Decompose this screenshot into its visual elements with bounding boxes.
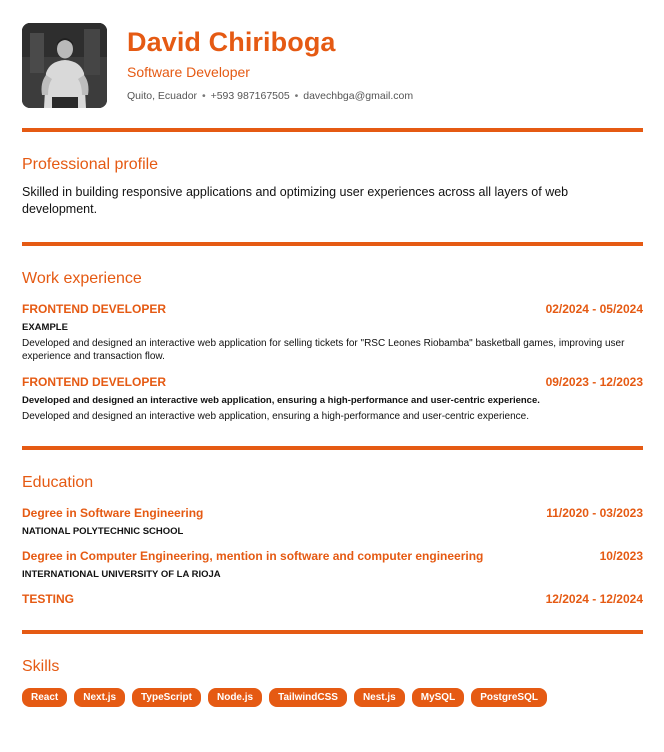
work-item xyxy=(22,375,643,423)
education-item xyxy=(22,549,643,580)
degree-title: TESTING xyxy=(22,592,75,606)
degree-title: Degree in Computer Engineering, mention in software and computer engineering xyxy=(22,549,484,563)
work-section xyxy=(22,246,643,446)
degree-date: 11/2020 - 03/2023 xyxy=(546,506,643,520)
company: EXAMPLE xyxy=(22,322,68,333)
person-photo-icon xyxy=(22,23,107,108)
skill-chip: React xyxy=(22,688,67,707)
education-section xyxy=(22,450,643,630)
resume-page xyxy=(22,0,643,707)
skill-chip: Nest.js xyxy=(354,688,405,707)
job-description: Developed and designed an interactive web application for selling tickets for "RSC Leones Riobamba" basketball games, improving user experience and transaction flow. xyxy=(22,338,625,362)
phone: +593 987167505 xyxy=(210,90,290,102)
avatar xyxy=(22,23,107,108)
person-name: David Chiriboga xyxy=(127,27,336,57)
job-date: 09/2023 - 12/2023 xyxy=(545,375,643,389)
degree-date: 10/2023 xyxy=(599,549,643,563)
profile-section xyxy=(22,132,643,242)
education-item xyxy=(22,592,643,606)
email-link[interactable]: davechbga@gmail.com xyxy=(303,90,414,102)
company: Developed and designed an interactive web application, ensuring a high-performance and user-centric experience. xyxy=(22,395,540,406)
contact-line xyxy=(127,90,413,102)
profile-text: Skilled in building responsive applications and optimizing user experiences across all layers of web development. xyxy=(22,185,569,216)
work-item xyxy=(22,302,643,363)
skill-chip: TypeScript xyxy=(132,688,201,707)
skill-chip: Node.js xyxy=(208,688,262,707)
skills-list xyxy=(22,688,643,707)
section-title: Work experience xyxy=(22,270,142,287)
skills-section xyxy=(22,634,643,707)
separator: • xyxy=(201,90,206,102)
separator: • xyxy=(294,90,299,102)
resume-header xyxy=(22,0,643,128)
job-title: FRONTEND DEVELOPER xyxy=(22,302,167,316)
degree-title: Degree in Software Engineering xyxy=(22,506,204,520)
institution: INTERNATIONAL UNIVERSITY OF LA RIOJA xyxy=(22,569,221,580)
education-item xyxy=(22,506,643,537)
skill-chip: TailwindCSS xyxy=(269,688,347,707)
degree-date: 12/2024 - 12/2024 xyxy=(545,592,643,606)
section-title: Skills xyxy=(22,658,60,675)
institution: NATIONAL POLYTECHNIC SCHOOL xyxy=(22,526,184,537)
skill-chip: Next.js xyxy=(74,688,125,707)
skill-chip: PostgreSQL xyxy=(471,688,547,707)
job-date: 02/2024 - 05/2024 xyxy=(545,302,643,316)
skill-chip: MySQL xyxy=(412,688,464,707)
section-title: Education xyxy=(22,474,94,491)
job-title: FRONTEND DEVELOPER xyxy=(22,375,167,389)
location: Quito, Ecuador xyxy=(127,90,198,102)
person-role: Software Developer xyxy=(127,64,250,80)
section-title: Professional profile xyxy=(22,156,159,173)
job-description: Developed and designed an interactive web application, ensuring a high-performance and user-centric experience. xyxy=(22,411,529,422)
